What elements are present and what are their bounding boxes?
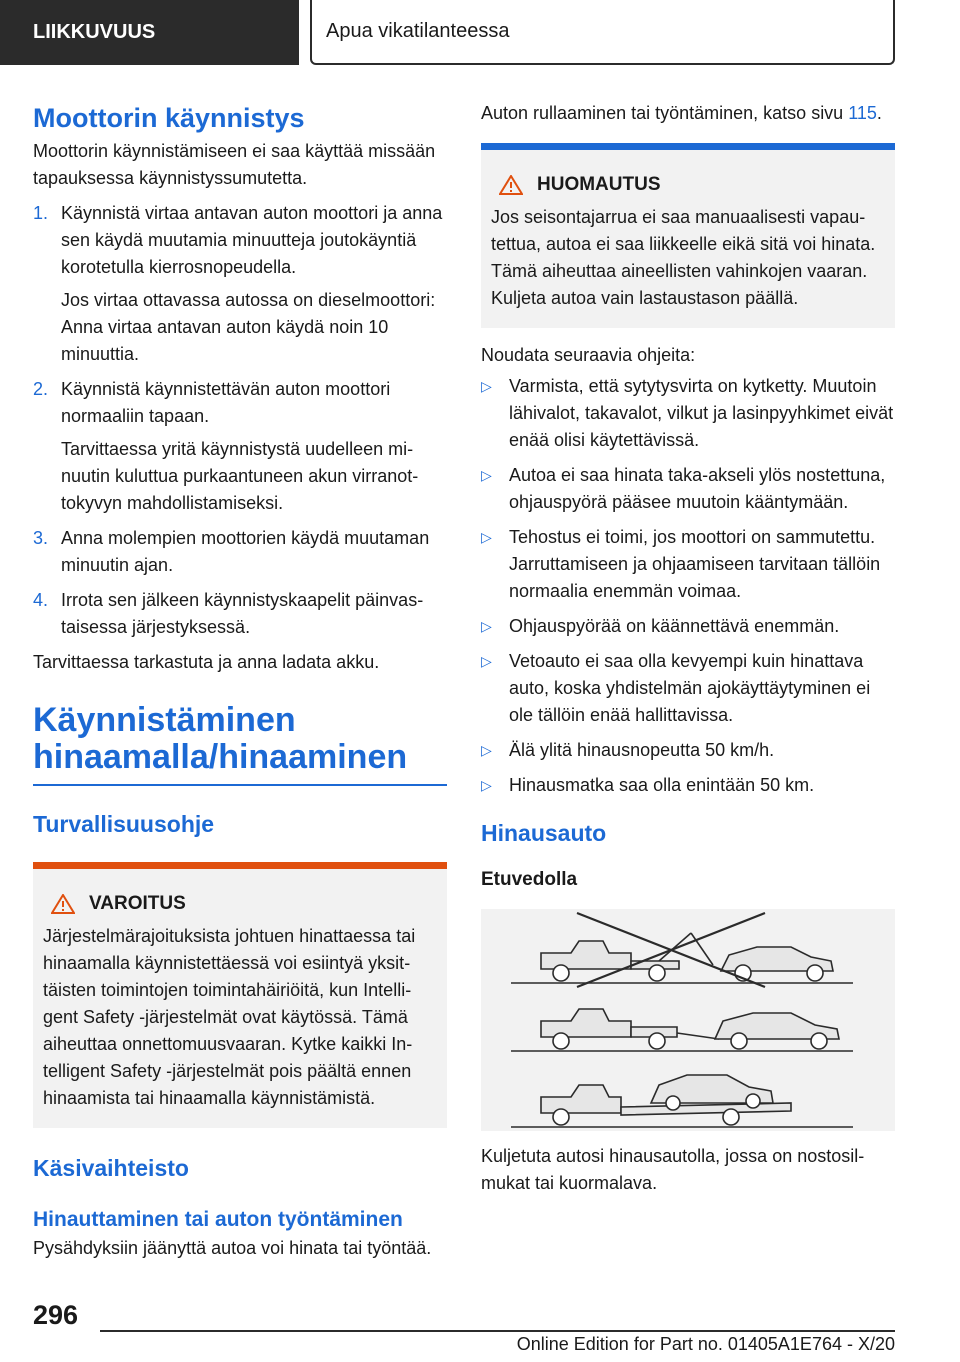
wheel	[553, 1109, 569, 1125]
step-subtext: Tarvittaessa yritä käynnistystä uudelleen minuutin kuluttua purkaantuneen akun virranottokyvyn mahdollistamiseksi.	[61, 439, 419, 513]
wheel	[746, 1094, 760, 1108]
wheel	[731, 1033, 747, 1049]
engine-start-title: Moottorin käynnistys	[33, 103, 305, 133]
triangle-bullet-icon: ▷	[481, 653, 492, 669]
bullet-text: Hinausmatka saa olla enintään 50 km.	[509, 775, 815, 795]
step-item	[33, 376, 447, 517]
list-item	[481, 524, 895, 605]
tow-bar	[677, 1033, 719, 1039]
wheel	[811, 1033, 827, 1049]
rolling-end: .	[876, 103, 882, 123]
wheel	[553, 1033, 569, 1049]
transport-text: Kuljetuta autosi hinausautolla, jossa on nostosilmukat tai kuormalava.	[481, 1146, 865, 1193]
bullet-list	[481, 373, 895, 799]
list-item	[481, 462, 895, 516]
step-text: Anna molempien moottorien käydä muutaman minuutin ajan.	[61, 528, 430, 575]
bullet-text: Älä ylitä hinausnopeutta 50 km/h.	[509, 740, 775, 760]
wheel	[807, 965, 823, 981]
wheel	[649, 1033, 665, 1049]
list-item	[481, 613, 895, 640]
notice-box	[481, 143, 895, 328]
step-number: 1.	[33, 203, 49, 223]
list-item	[481, 737, 895, 764]
rolling-text	[481, 100, 895, 127]
battery-note: Tarvittaessa tarkastuta ja anna ladata akku.	[33, 652, 380, 672]
notice-heading	[499, 172, 885, 198]
step-item	[33, 525, 447, 579]
bullet-text: Varmista, että sytytysvirta on kytketty. Muutoin lähivalot, takavalot, vilkut ja lasinpyyhkimet eivät enää olisi käytettävissä.	[509, 376, 894, 450]
truck-cab	[541, 1009, 631, 1037]
tow-truck-diagram	[481, 909, 895, 1131]
bullet-text: Tehostus ei toimi, jos moottori on sammutettu. Jarruttamiseen ja ohjaamiseen tarvitaan tällöin normaalia enemmän voimaa.	[509, 527, 881, 601]
bullet-text: Ohjauspyörää on käännettävä enemmän.	[509, 616, 840, 636]
tow-truck-title: Hinausauto	[481, 820, 607, 846]
warning-box	[33, 862, 447, 1128]
bullet-text: Autoa ei saa hinata taka-akseli ylös nostettuna, ohjauspyörä pääsee muutoin kääntymään.	[509, 465, 886, 512]
flatbed	[621, 1103, 791, 1115]
truck-cab	[541, 941, 631, 969]
step-number: 3.	[33, 528, 49, 548]
chapter-tab[interactable]: Apua vikatilanteessa	[310, 0, 895, 65]
rolling-text-body: Auton rullaaminen tai työntäminen, katso sivu	[481, 103, 844, 123]
follow-text: Noudata seuraavia ohjeita:	[481, 345, 696, 365]
triangle-bullet-icon: ▷	[481, 467, 492, 483]
wheel	[666, 1096, 680, 1110]
push-text: Pysähdyksiin jäänyttä autoa voi hinata tai työntää.	[33, 1238, 432, 1258]
page-link[interactable]: 115	[848, 103, 877, 123]
step-number: 2.	[33, 379, 49, 399]
push-title: Hinauttaminen tai auton työntäminen	[33, 1208, 403, 1231]
triangle-bullet-icon: ▷	[481, 378, 492, 394]
wheel	[553, 965, 569, 981]
safety-title: Turvallisuusohje	[33, 811, 215, 837]
tow-truck-illustration	[481, 909, 895, 1131]
towing-title: Käynnistäminen hinaamalla/hinaaminen	[33, 702, 447, 786]
step-text: Käynnistä virtaa antavan auton moottori ja anna sen käydä muutamia minuutteja joutokäyntiä korotetulla kierrosnopeudella.	[61, 203, 443, 277]
wheel	[723, 1109, 739, 1125]
step-subtext: Jos virtaa ottavassa autossa on dieselmoottori: Anna virtaa antavan auton käydä noin 10 minuuttia.	[61, 290, 436, 364]
notice-text: Jos seisontajarrua ei saa manuaalisesti vapautettua, autoa ei saa liikkeelle eikä sitä voi hinata. Tämä aiheuttaa aineellisten vahinkojen vaaran. Kuljeta autoa vain lastaustason päällä.	[491, 207, 876, 308]
warning-triangle-icon	[499, 175, 523, 195]
page-number: 296	[33, 1300, 79, 1330]
step-text: Irrota sen jälkeen käynnistyskaapelit päinvastaisessa järjestyksessä.	[61, 590, 424, 637]
right-column	[481, 100, 895, 1197]
wheel	[649, 965, 665, 981]
step-item	[33, 200, 447, 368]
bullet-text: Vetoauto ei saa olla kevyempi kuin hinattava auto, koska yhdistelmän ajokäyttäytyminen ei ole tällöin enää hallittavissa.	[509, 651, 871, 725]
notice-label: HUOMAUTUS	[537, 174, 661, 195]
front-drive-title: Etuvedolla	[481, 869, 578, 890]
left-column	[33, 100, 447, 1262]
warning-text: Järjestelmärajoituksista johtuen hinattaessa tai hinaamalla käynnistettäessä voi esiintyä yksittäisten toimintojen toimintahäiriöitä, kun Intelligent Safety -järjestelmät ovat käytössä. Tämä aiheuttaa onnettomuusvaaran. Kytke kaikki Intelligent Safety -järjestelmät pois päältä ennen hinaamista tai hinaamalla käynnistämistä.	[43, 926, 416, 1108]
engine-start-intro: Moottorin käynnistämiseen ei saa käyttää missään tapauksessa käynnistyssumutetta.	[33, 141, 436, 188]
step-text: Käynnistä käynnistettävän auton moottori normaaliin tapaan.	[61, 379, 391, 426]
edition-text: Online Edition for Part no. 01405A1E764 - X/20	[516, 1334, 895, 1354]
triangle-bullet-icon: ▷	[481, 777, 492, 793]
manual-gearbox-title: Käsivaihteisto	[33, 1155, 189, 1181]
triangle-bullet-icon: ▷	[481, 529, 492, 545]
footer-divider	[100, 1330, 895, 1332]
triangle-bullet-icon: ▷	[481, 618, 492, 634]
step-item	[33, 587, 447, 641]
step-number: 4.	[33, 590, 49, 610]
warning-label: VAROITUS	[89, 893, 186, 914]
truck-cab	[541, 1085, 621, 1113]
section-tab[interactable]: LIIKKUVUUS	[0, 0, 299, 65]
warning-triangle-icon	[51, 894, 75, 914]
list-item	[481, 373, 895, 454]
warning-heading	[51, 891, 437, 917]
steps-list	[33, 200, 447, 641]
list-item	[481, 648, 895, 729]
list-item	[481, 772, 895, 799]
triangle-bullet-icon: ▷	[481, 742, 492, 758]
